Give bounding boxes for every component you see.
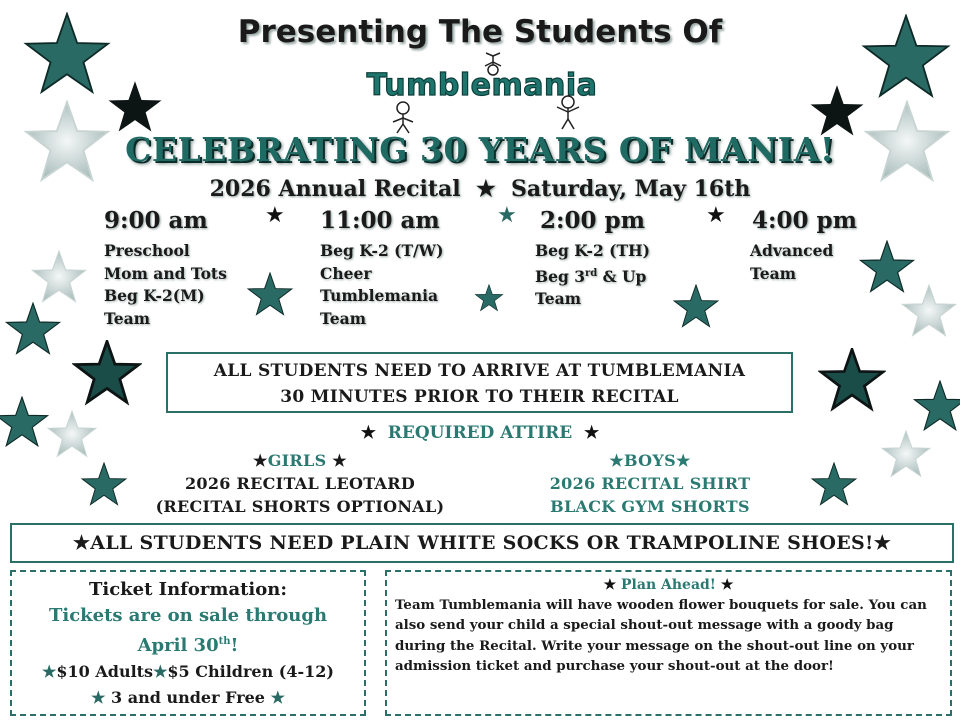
logo-text: Tumblemania — [366, 68, 598, 103]
arrival-line: 30 MINUTES PRIOR TO THEIR RECITAL — [280, 387, 679, 407]
schedule-groups — [535, 240, 650, 311]
group-item: Beg 3rd & Up — [535, 266, 647, 286]
celebration-title: CELEBRATING 30 YEARS OF MANIA! — [125, 130, 835, 169]
schedule-time: 9:00 am — [104, 207, 208, 234]
star-icon: ★ — [360, 423, 388, 443]
star-icon: ★ — [603, 577, 622, 593]
recital-name: 2026 Annual Recital — [209, 176, 461, 202]
attire-line: 2026 RECITAL SHIRT — [549, 474, 751, 493]
star-icon — [474, 284, 504, 314]
star-icon: ★ — [270, 688, 285, 707]
schedule-groups — [320, 240, 443, 330]
plan-ahead-title: Plan Ahead! — [621, 577, 716, 593]
star-icon — [900, 284, 958, 342]
group-item: Cheer — [320, 263, 372, 283]
ticket-sale-line: Tickets are on sale through — [48, 605, 328, 626]
socks-text: ALL STUDENTS NEED PLAIN WHITE SOCKS OR TRAMPOLINE SHOES! — [90, 532, 874, 554]
ticket-prices — [12, 659, 364, 685]
star-icon: ★ — [715, 577, 734, 593]
sale-date-suffix: th — [218, 636, 231, 647]
star-icon: ★ — [609, 451, 625, 470]
stick-figure-icon — [552, 94, 584, 130]
plan-ahead-heading — [395, 575, 942, 595]
star-icon — [246, 272, 294, 320]
child-price: $5 Children (4-12) — [167, 662, 334, 681]
arrival-notice — [166, 352, 793, 413]
schedule-groups — [104, 240, 227, 330]
star-icon: ★ — [253, 451, 268, 470]
star-icon: ★ — [91, 688, 106, 707]
recital-date: Saturday, May 16th — [511, 176, 751, 202]
star-icon: ★ — [326, 451, 347, 470]
star-icon: ★ — [153, 662, 168, 681]
plan-ahead-box — [385, 570, 952, 716]
schedule-time: 11:00 am — [320, 207, 440, 234]
star-icon: ★ — [468, 176, 504, 202]
girls-label: GIRLS — [267, 451, 327, 470]
presenting-heading: Presenting The Students Of — [237, 14, 723, 50]
group-item: Advanced — [750, 241, 834, 260]
schedule-time: 2:00 pm — [540, 207, 645, 234]
boys-label: BOYS — [624, 451, 676, 470]
group-item: Team — [104, 308, 151, 328]
ticket-title: Ticket Information: — [88, 579, 288, 600]
sale-date-punct: ! — [230, 635, 239, 656]
star-icon: ★ — [873, 532, 892, 554]
star-icon — [818, 348, 886, 416]
ticket-info-box — [10, 570, 366, 716]
adult-price: $10 Adults — [56, 662, 154, 681]
socks-notice — [10, 523, 954, 563]
group-item: Beg K-2(M) — [104, 286, 205, 305]
group-item: Mom and Tots — [104, 263, 227, 283]
star-icon — [810, 462, 858, 510]
girls-label-line — [110, 449, 490, 472]
star-icon: ★ — [265, 203, 285, 228]
star-icon: ★ — [72, 532, 91, 554]
star-icon: ★ — [706, 203, 726, 228]
star-icon — [30, 250, 88, 308]
group-item: Tumblemania — [320, 286, 439, 305]
attire-line: 2026 RECITAL LEOTARD — [184, 474, 416, 493]
schedule-groups — [750, 240, 833, 285]
girls-attire — [110, 449, 490, 518]
attire-title: REQUIRED ATTIRE — [387, 423, 573, 443]
stick-figure-icon — [480, 52, 506, 78]
group-item: Team — [750, 263, 797, 283]
attire-heading — [0, 423, 960, 443]
star-icon: ★ — [572, 423, 600, 443]
attire-line: (RECITAL SHORTS OPTIONAL) — [155, 497, 445, 516]
boys-label-line — [500, 449, 800, 472]
tumblemania-logo — [352, 60, 612, 140]
arrival-line: ALL STUDENTS NEED TO ARRIVE AT TUMBLEMANIA — [213, 361, 746, 381]
free-text: 3 and under Free — [111, 688, 265, 707]
group-item: Beg K-2 (T/W) — [320, 241, 444, 260]
star-icon — [72, 340, 142, 410]
attire-line: BLACK GYM SHORTS — [550, 497, 750, 516]
boys-attire — [500, 449, 800, 518]
star-icon: ★ — [675, 451, 691, 470]
star-icon — [672, 284, 720, 332]
star-icon — [4, 302, 62, 360]
group-item: Team — [535, 289, 582, 309]
star-icon: ★ — [42, 662, 57, 681]
group-item: Beg K-2 (TH) — [535, 241, 651, 260]
ticket-free — [12, 685, 364, 711]
group-item: Preschool — [104, 241, 190, 260]
sale-date-text: April 30 — [137, 635, 219, 656]
star-icon: ★ — [497, 203, 517, 228]
recital-date-line — [0, 176, 960, 202]
stick-figure-icon — [388, 100, 418, 134]
group-item: Team — [320, 308, 367, 328]
schedule-time: 4:00 pm — [752, 207, 857, 234]
plan-ahead-body: Team Tumblemania will have wooden flower bouquets for sale. You can also send your child a special shout-out message with a goody bag during the Recital. Write your message on the shout-out line on your admission ticket and purchase your shout-out at the door! — [395, 597, 927, 675]
ticket-sale-date — [12, 629, 364, 659]
